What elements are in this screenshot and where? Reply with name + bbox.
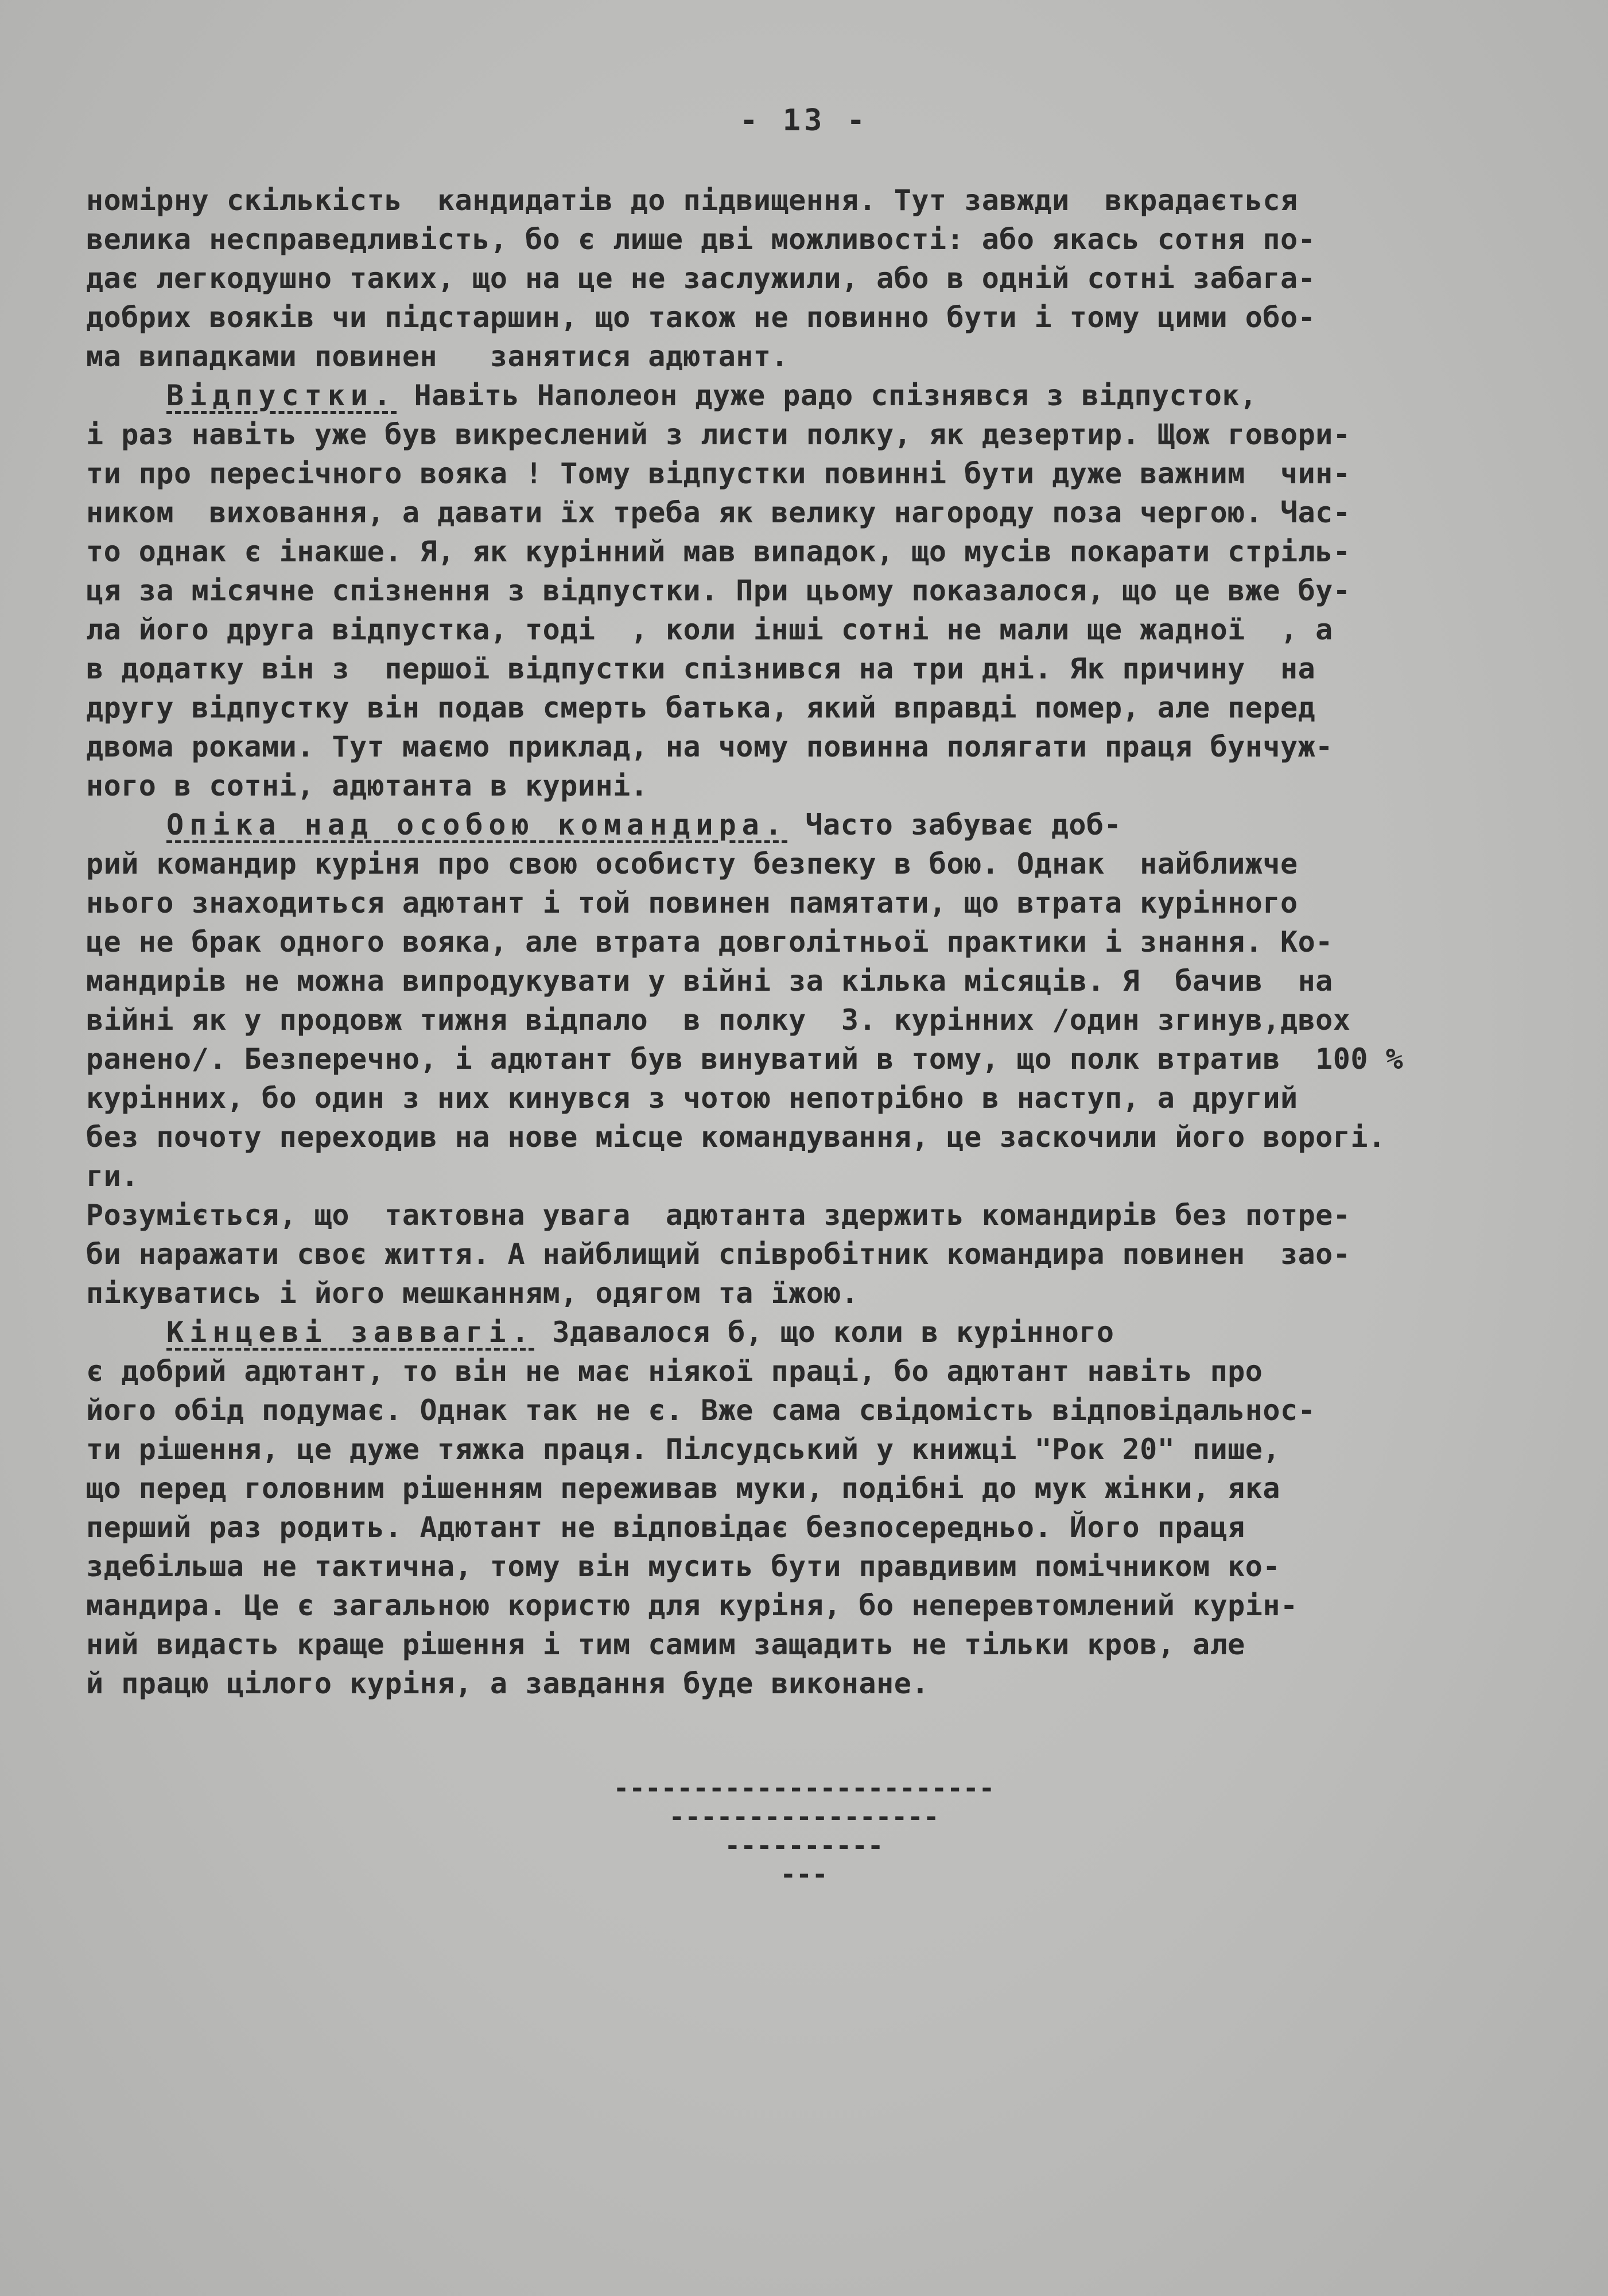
separator-line: ----------------- xyxy=(669,1801,939,1832)
text-line: ником виховання, а давати їх треба як велику нагороду поза чергою. Час- xyxy=(86,496,1351,529)
text-line: дає легкодушно таких, що на це не заслужили, або в одній сотні забага- xyxy=(86,262,1316,295)
text-line: двома роками. Тут маємо приклад, на чому повинна полягати праця бунчуж- xyxy=(86,730,1333,763)
text-line: ти рішення, це дуже тяжка праця. Пілсудський у книжці "Рок 20" пише, xyxy=(86,1433,1280,1466)
text-line: нього знаходиться адютант і той повинен памятати, що втрата курінного xyxy=(86,886,1298,920)
text-line: є добрий адютант, то він не має ніякої праці, бо адютант навіть про xyxy=(86,1355,1263,1388)
text-line: здебільша не тактична, тому він мусить бути правдивим помічником ко- xyxy=(86,1550,1280,1583)
text-line: війні як у продовж тижня відпало в полку 3. курінних /один згинув,двох xyxy=(86,1003,1351,1037)
text-line: ця за місячне спізнення з відпустки. При цьому показалося, що це вже бу- xyxy=(86,574,1351,607)
separator-line: ---------- xyxy=(724,1830,884,1861)
text-line xyxy=(86,1313,1532,1352)
text-line: рий командир куріня про свою особисту безпеку в бою. Однак найближче xyxy=(86,847,1298,881)
section-heading-final-remarks: Кінцеві заввагі. xyxy=(166,1316,535,1349)
text-line: ма випадками повинен занятися адютант. xyxy=(86,340,789,373)
text-line: ги. xyxy=(86,1159,139,1193)
text-line xyxy=(86,805,1532,844)
text-line: в додатку він з першої відпустки спізнився на три дні. Як причину на xyxy=(86,652,1316,685)
section-heading-commander-protection: Опіка над особою командира. xyxy=(166,808,788,841)
text-line: і раз навіть уже був викреслений з листи полку, як дезертир. Щож говори- xyxy=(86,418,1351,451)
closing-separator xyxy=(0,1774,1608,1888)
text-line: Розуміється, що тактовна увага адютанта здержить командирів без потре- xyxy=(86,1199,1351,1232)
text-line: добрих вояків чи підстаршин, що також не повинно бути і тому цими обо- xyxy=(86,301,1316,334)
text-line: другу відпустку він подав смерть батька, який вправді помер, але перед xyxy=(86,691,1316,724)
paragraph-final-remarks xyxy=(86,1313,1532,1703)
text-line: мандирів не можна випродукувати у війні за кілька місяців. Я бачив на xyxy=(86,964,1333,998)
separator-line: ------------------------ xyxy=(613,1773,995,1804)
text-line: ний видасть краще рішення і тим самим защадить не тільки кров, але xyxy=(86,1628,1245,1661)
text-line: його обід подумає. Однак так не є. Вже сама свідомість відповідальнос- xyxy=(86,1394,1316,1427)
text-line: ти про пересічного вояка ! Тому відпустки повинні бути дуже важним чин- xyxy=(86,457,1351,490)
text-line: й працю цілого куріня, а завдання буде виконане. xyxy=(86,1667,929,1700)
section-heading-leave: Відпустки. xyxy=(166,379,397,412)
text-run: Здавалося б, що коли в курінного xyxy=(534,1316,1114,1349)
text-line: ла його друга відпустка, тоді , коли інші сотні не мали ще жадної , а xyxy=(86,613,1333,646)
text-line: то однак є інакше. Я, як курінний мав випадок, що мусів покарати стріль- xyxy=(86,535,1351,568)
paragraph-commander-protection xyxy=(86,805,1532,1313)
text-line: що перед головним рішенням переживав муки, подібні до мук жінки, яка xyxy=(86,1472,1280,1505)
text-line: курінних, бо один з них кинувся з чотою непотрібно в наступ, а другий xyxy=(86,1081,1298,1115)
text-line: ного в сотні, адютанта в курині. xyxy=(86,769,648,802)
text-line: мандира. Це є загальною користю для куріня, бо неперевтомлений курін- xyxy=(86,1589,1298,1622)
page-number: - 13 - xyxy=(740,103,868,138)
text-line: ранено/. Безперечно, і адютант був винуватий в тому, що полк втратив 100 % xyxy=(86,1042,1404,1076)
text-line: велика несправедливість, бо є лише дві можливості: або якась сотня по- xyxy=(86,223,1316,256)
paragraph-promotion-candidates xyxy=(86,181,1532,376)
separator-line: --- xyxy=(780,1859,828,1890)
text-line: би наражати своє життя. А найблищий співробітник командира повинен заo- xyxy=(86,1238,1351,1271)
text-run: Навіть Наполеон дуже радо спізнявся з відпусток, xyxy=(397,379,1257,412)
paragraph-leave xyxy=(86,376,1532,805)
text-line: без почоту переходив на нове місце командування, це заскочили його ворогі. xyxy=(86,1120,1386,1154)
text-line: перший раз родить. Адютант не відповідає безпосередньо. Його праця xyxy=(86,1511,1245,1544)
text-line: пікуватись і його мешканням, одягом та їжою. xyxy=(86,1277,859,1310)
text-line: номірну скількість кандидатів до підвищення. Тут завжди вкрадається xyxy=(86,184,1298,217)
text-line xyxy=(86,376,1532,415)
text-line: це не брак одного вояка, але втрата довголітньої практики і знання. Ко- xyxy=(86,925,1333,959)
text-run: Часто забуває доб- xyxy=(787,808,1122,841)
body-text xyxy=(86,181,1532,1703)
